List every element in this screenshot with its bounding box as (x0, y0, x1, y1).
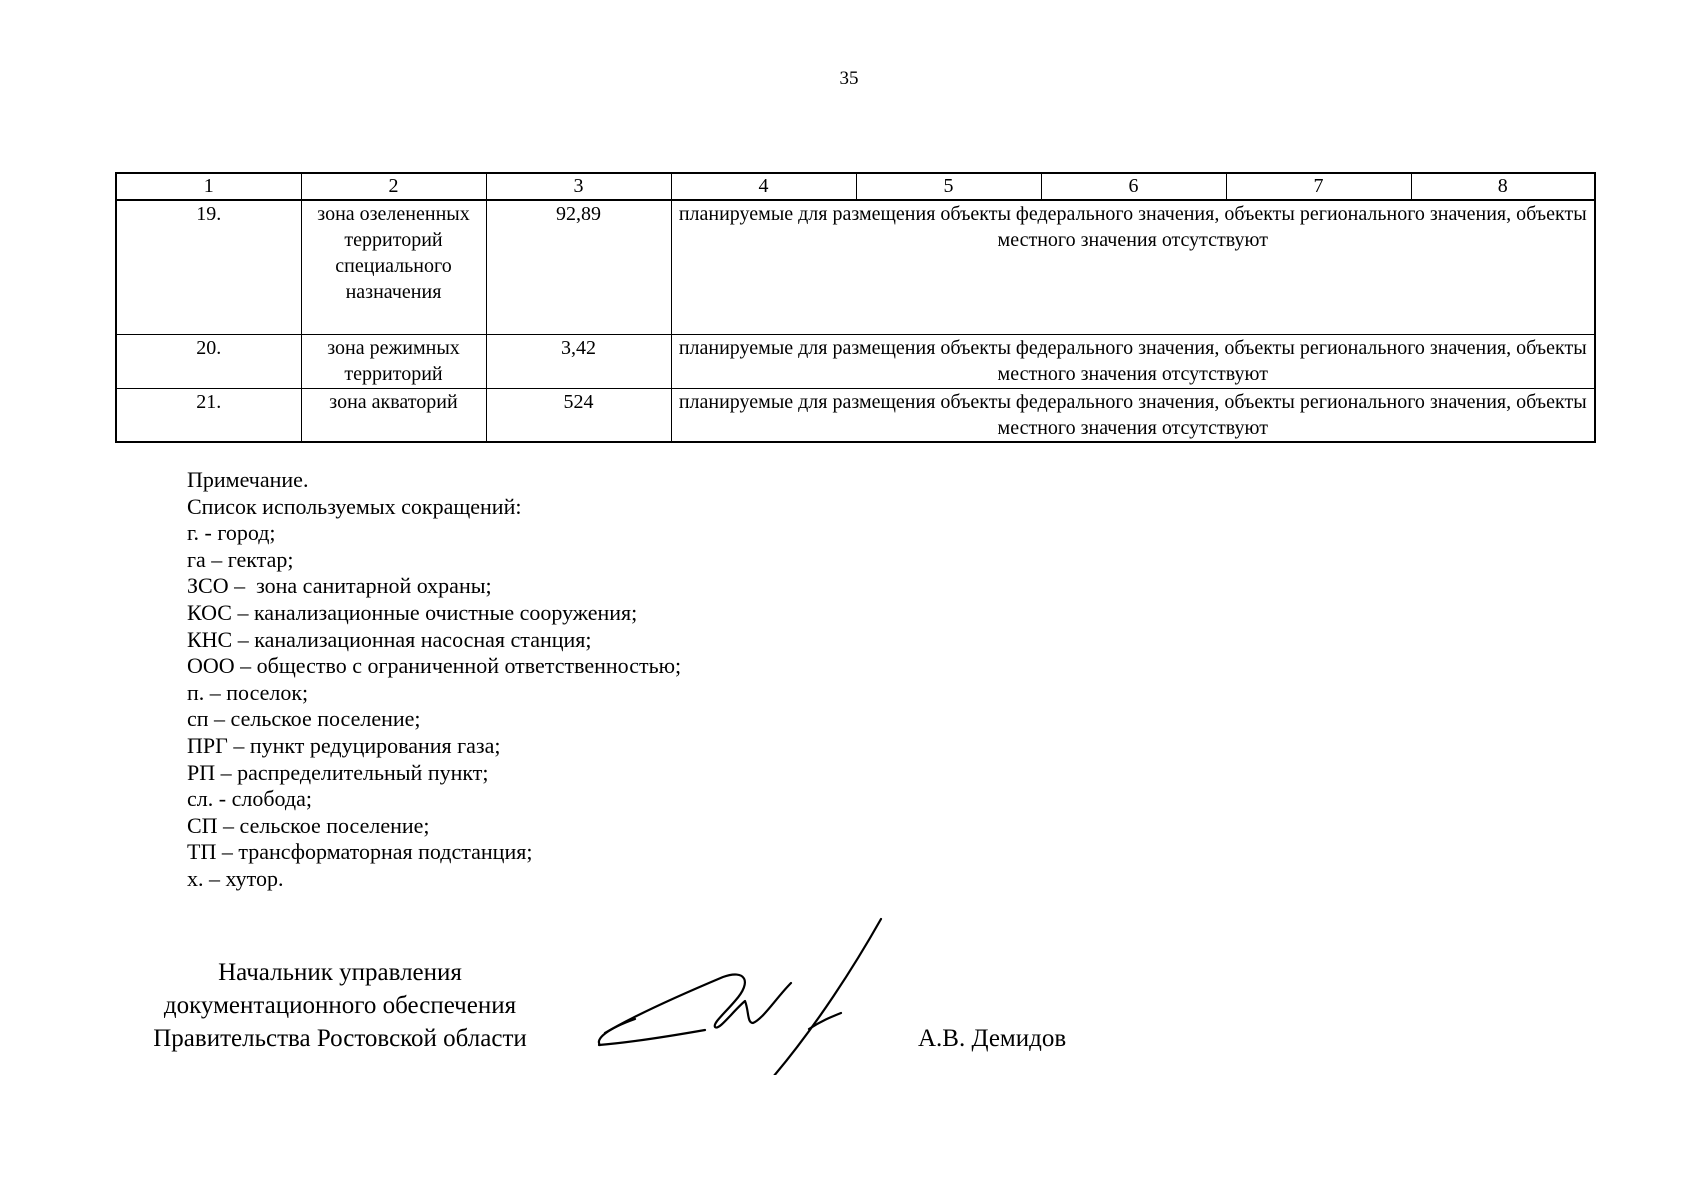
header-cell: 4 (671, 173, 856, 200)
signatory-title-line: документационного обеспечения (163, 992, 517, 1019)
planned-objects: планируемые для размещения объекты федерального значения, объекты регионального значения, объекты местного значения отсутствуют (671, 388, 1595, 442)
abbreviation-item: сл. - слобода; (187, 786, 312, 812)
header-cell: 2 (301, 173, 486, 200)
signatory-name: А.В. Демидов (918, 1025, 1067, 1052)
notes-section (187, 467, 681, 893)
abbreviation-item: ПРГ – пункт редуцирования газа; (187, 732, 501, 758)
table-row (116, 388, 1595, 442)
zone-area: 92,89 (486, 200, 671, 334)
abbreviation-item: ТП – трансформаторная подстанция; (187, 839, 533, 865)
handwritten-signature (595, 915, 885, 1075)
signatory-title-line: Начальник управления (218, 959, 462, 986)
table-row (116, 200, 1595, 334)
header-cell: 3 (486, 173, 671, 200)
abbreviation-item: РП – распределительный пункт; (187, 759, 489, 785)
abbreviation-item: КОС – канализационные очистные сооружения; (187, 599, 638, 625)
zone-name: зона режимных территорий (301, 334, 486, 388)
header-cell: 7 (1226, 173, 1411, 200)
abbreviation-item: ООО – общество с ограниченной ответственностью; (187, 653, 682, 679)
abbreviation-item: х. – хутор. (187, 865, 284, 891)
abbreviation-item: г. - город; (187, 520, 276, 546)
header-cell: 1 (116, 173, 301, 200)
zone-area: 524 (486, 388, 671, 442)
signatory-title (100, 956, 580, 1055)
abbreviation-item: га – гектар; (187, 546, 294, 572)
notes-title: Примечание. (187, 467, 309, 492)
row-number: 21. (116, 388, 301, 442)
abbreviation-item: сп – сельское поселение; (187, 706, 421, 732)
planned-objects: планируемые для размещения объекты федерального значения, объекты регионального значения, объекты местного значения отсутствуют (671, 334, 1595, 388)
abbreviation-item: СП – сельское поселение; (187, 812, 430, 838)
zone-name: зона акваторий (301, 388, 486, 442)
abbreviation-item: ЗСО – зона санитарной охраны; (187, 573, 492, 599)
abbreviation-item: п. – поселок; (187, 679, 309, 705)
abbreviation-item: КНС – канализационная насосная станция; (187, 626, 592, 652)
table-header-row (116, 173, 1595, 200)
zones-table (115, 172, 1596, 443)
zone-area: 3,42 (486, 334, 671, 388)
table-row (116, 334, 1595, 388)
planned-objects: планируемые для размещения объекты федерального значения, объекты регионального значения, объекты местного значения отсутствуют (671, 200, 1595, 334)
header-cell: 5 (856, 173, 1041, 200)
header-cell: 8 (1411, 173, 1595, 200)
row-number: 19. (116, 200, 301, 334)
page-number: 35 (839, 68, 859, 89)
notes-subtitle: Список используемых сокращений: (187, 493, 522, 519)
zone-name: зона озелененных территорий специального назначения (301, 200, 486, 334)
signatory-title-line: Правительства Ростовской области (153, 1025, 527, 1052)
row-number: 20. (116, 334, 301, 388)
header-cell: 6 (1041, 173, 1226, 200)
